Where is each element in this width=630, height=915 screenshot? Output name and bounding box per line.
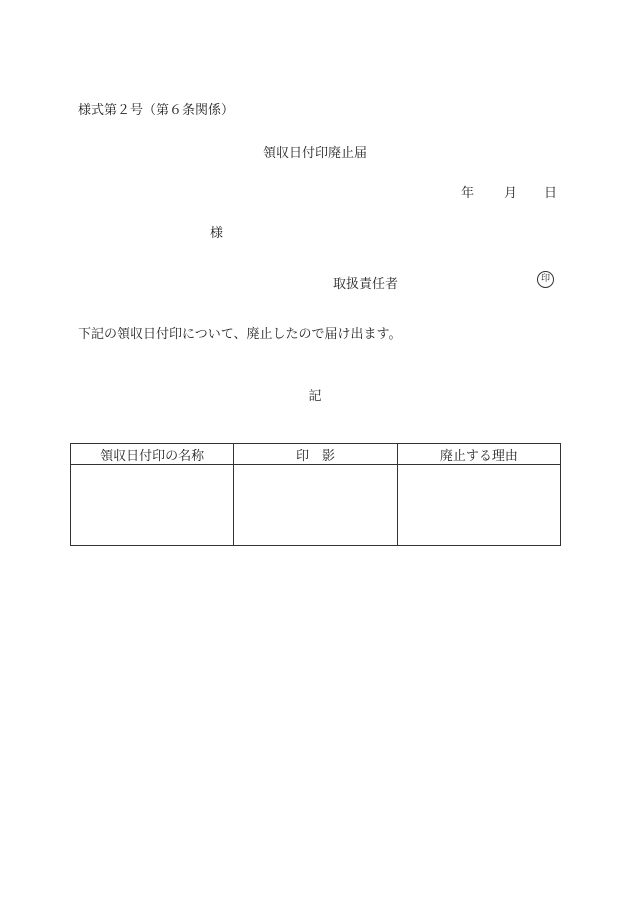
form-number: 様式第２号（第６条関係） [78,103,235,118]
cell-abolish-reason[interactable] [397,465,560,546]
document-title: 領収日付印廃止届 [262,146,367,161]
manager-label: 取扱責任者 [333,277,399,292]
cell-seal-name[interactable] [71,465,234,546]
header-seal-name: 領収日付印の名称 [71,444,234,465]
addressee-suffix: 様 [210,226,224,241]
seal-table [70,443,561,546]
ki-heading: 記 [308,389,322,404]
table-header-row [71,444,561,465]
addressee [210,222,223,241]
date-line [461,182,557,201]
body-text: 下記の領収日付印について、廃止したので届け出ます。 [78,327,402,342]
date-day-label: 日 [544,186,558,201]
cell-seal-impression[interactable] [234,465,397,546]
header-abolish-reason: 廃止する理由 [397,444,560,465]
seal-mark-icon: 印 [537,271,554,288]
table-row [71,465,561,546]
date-year-label: 年 [461,186,475,201]
header-seal-impression: 印 影 [234,444,397,465]
date-month-label: 月 [504,186,518,201]
